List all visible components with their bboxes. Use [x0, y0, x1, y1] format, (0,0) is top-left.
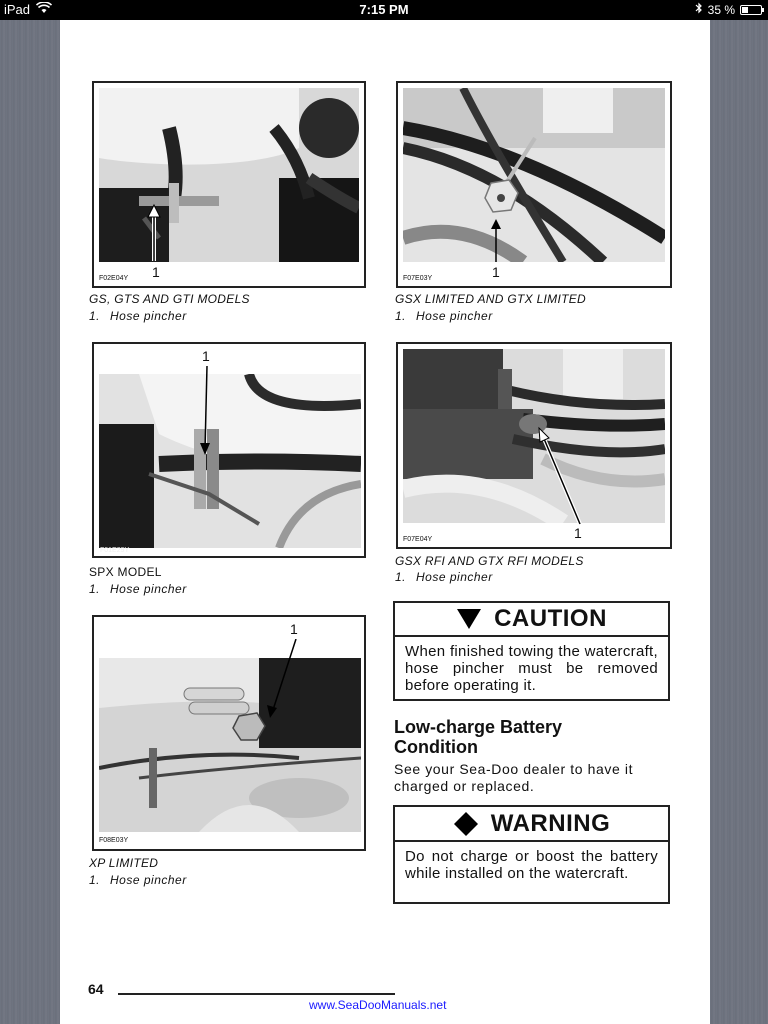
- callout-number: 1: [202, 348, 210, 364]
- photo-gs-models: [99, 88, 359, 262]
- callout-number: 1: [290, 621, 298, 637]
- caption-title: GSX LIMITED AND GTX LIMITED: [395, 292, 587, 306]
- battery-icon: [740, 5, 762, 15]
- photo-spx-model: [99, 374, 361, 548]
- callout-arrow: [264, 639, 304, 719]
- warning-title: WARNING: [490, 809, 611, 837]
- photo-gsx-limited: [403, 88, 665, 262]
- figure-code: F08E03Y: [99, 837, 129, 844]
- caption-item-number: 1.: [89, 873, 101, 887]
- figure-spx-model: [92, 342, 366, 558]
- callout-number: 1: [574, 525, 582, 541]
- section-title: Low-charge Battery Condition: [394, 717, 563, 757]
- callout-number: 1: [492, 264, 500, 280]
- caption-item: [89, 873, 187, 887]
- photo-gsx-rfi: [403, 349, 665, 523]
- figure-gsx-rfi: [396, 342, 672, 549]
- warning-box: [393, 805, 670, 904]
- caption-item-text: Hose pincher: [416, 570, 493, 584]
- callout-arrow: [144, 203, 164, 263]
- battery-fill: [742, 7, 748, 13]
- caption-item-number: 1.: [89, 582, 101, 596]
- caption-title: GS, GTS AND GTI MODELS: [89, 292, 250, 306]
- reader-background-left: [0, 20, 60, 1024]
- page-number: 64: [88, 981, 104, 997]
- caption-item: [89, 582, 187, 596]
- callout-number: 1: [152, 264, 160, 280]
- caption-title: SPX MODEL: [89, 565, 162, 579]
- caution-box: [393, 601, 670, 701]
- caption-item-text: Hose pincher: [110, 582, 187, 596]
- photo-xp-limited: [99, 658, 361, 832]
- caution-triangle-icon: [456, 608, 482, 630]
- clock: 7:15 PM: [359, 2, 409, 17]
- caption-item-number: 1.: [395, 309, 407, 323]
- caption-item: [395, 309, 493, 323]
- reader-background-right: [710, 20, 768, 1024]
- caution-header: [395, 603, 668, 637]
- battery-percent: 35 %: [707, 2, 735, 17]
- caption-item-text: Hose pincher: [416, 309, 493, 323]
- callout-arrow: [536, 426, 586, 526]
- caption-item-number: 1.: [395, 570, 407, 584]
- status-bar: [0, 0, 768, 20]
- caption-item: [395, 570, 493, 584]
- figure-code: F07E04Y: [403, 536, 433, 543]
- caution-text: When finished towing the watercraft, hose pincher must be removed before operating it.: [405, 643, 658, 694]
- section-body: See your Sea-Doo dealer to have it charged or replaced.: [394, 761, 634, 794]
- figure-gsx-limited: [396, 81, 672, 288]
- callout-arrow: [197, 366, 217, 456]
- figure-xp-limited: [92, 615, 366, 851]
- caution-title: CAUTION: [494, 605, 607, 632]
- callout-arrow: [486, 218, 506, 263]
- figure-code: F02E04Y: [99, 275, 129, 282]
- caption-item-number: 1.: [89, 309, 101, 323]
- figure-gs-models: [92, 81, 366, 288]
- footer-rule: [118, 993, 395, 995]
- caption-title: GSX RFI AND GTX RFI MODELS: [395, 554, 584, 568]
- figure-code: F01E29Y: [100, 547, 130, 554]
- bluetooth-icon: [695, 2, 703, 17]
- caption-item-text: Hose pincher: [110, 873, 187, 887]
- warning-diamond-icon: [453, 811, 479, 837]
- manual-page[interactable]: [60, 20, 710, 1024]
- caption-item: [89, 309, 187, 323]
- caption-title: XP LIMITED: [89, 856, 159, 870]
- figure-code: F07E03Y: [403, 275, 433, 282]
- warning-header: [395, 807, 668, 842]
- footer-link[interactable]: www.SeaDooManuals.net: [309, 998, 447, 1012]
- device-label: iPad: [4, 2, 31, 17]
- caption-item-text: Hose pincher: [110, 309, 187, 323]
- warning-text: Do not charge or boost the battery while installed on the watercraft.: [405, 848, 658, 882]
